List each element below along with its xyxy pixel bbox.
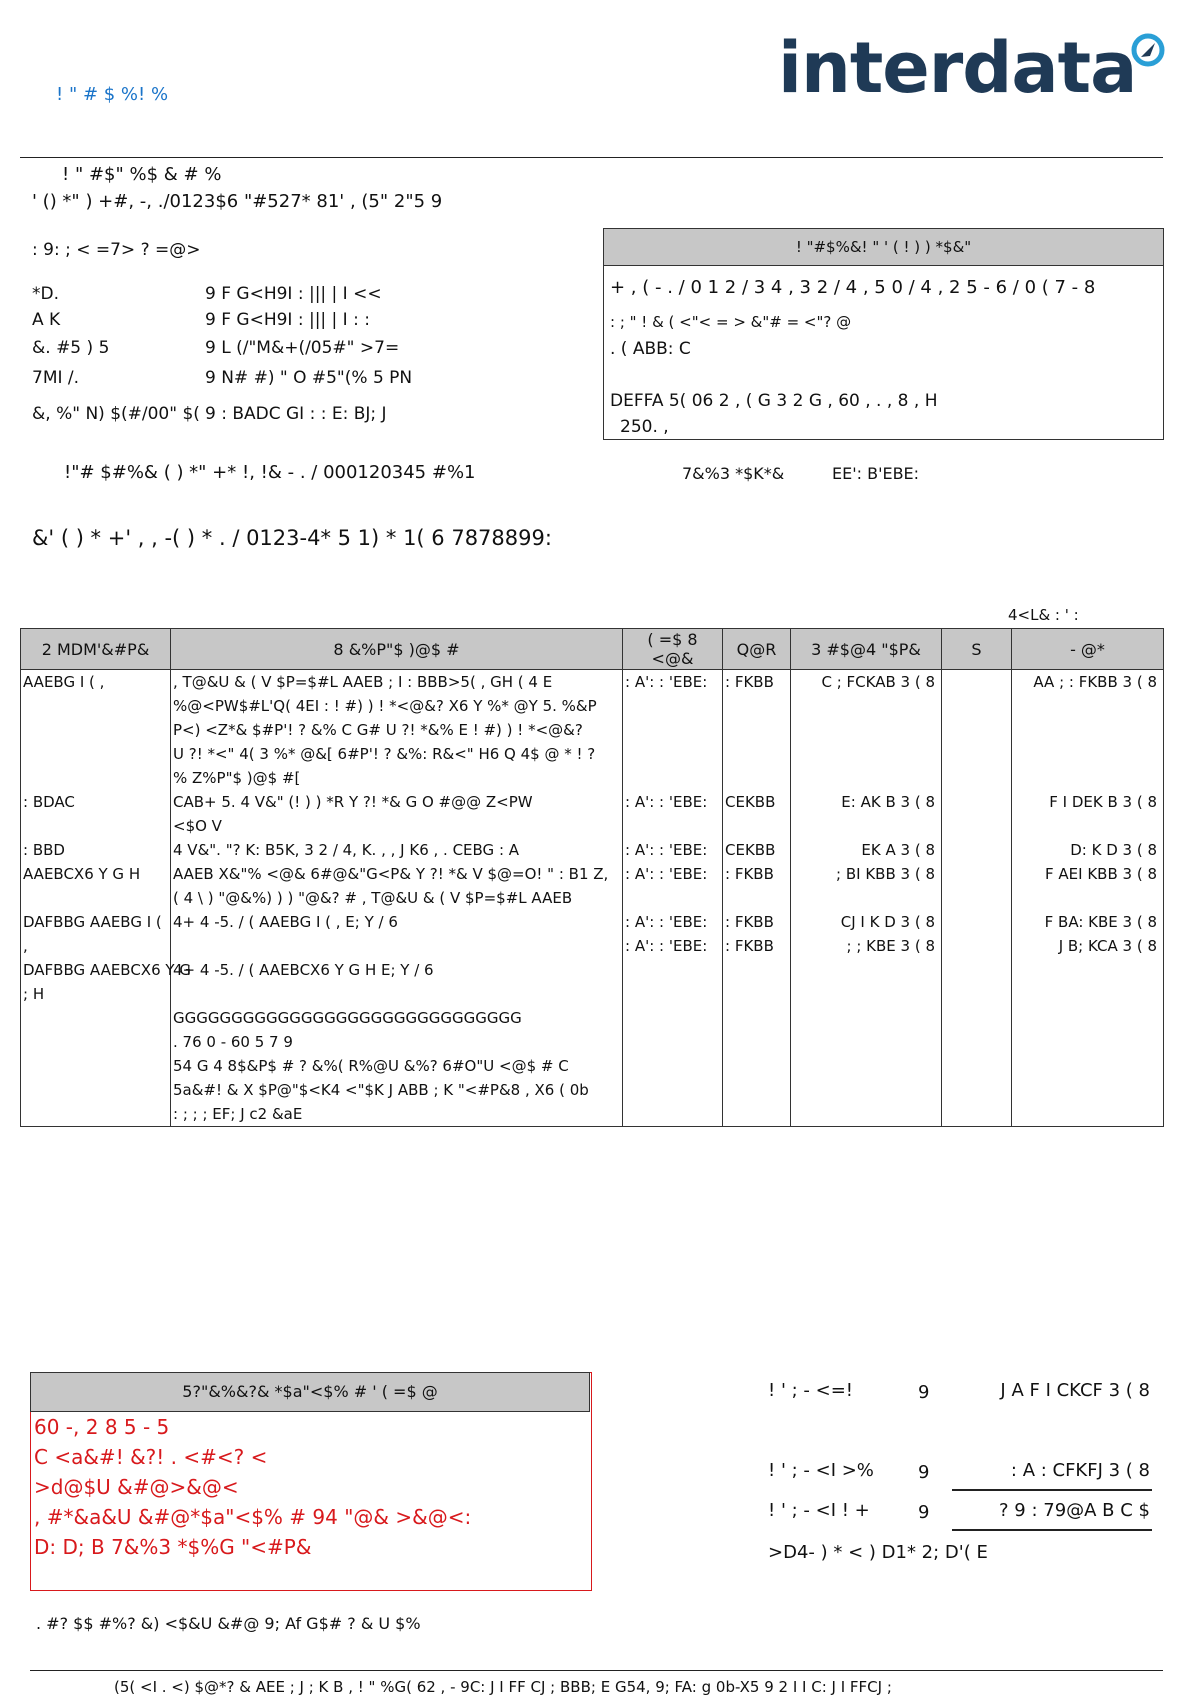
description-line: U ?! *<" 4( 3 %* @&[ 6#P'! ? &%: R&<" H6 Q 4$ @ * ! ? [173, 745, 596, 763]
cell-description [171, 934, 623, 1006]
summary-value: ? 9 : 79@A B C $ [999, 1500, 1150, 1521]
address-line-1: ! " #$" %$ & # % [62, 164, 222, 185]
cell-total: D: K D 3 ( 8 [1012, 838, 1164, 862]
cell-s [942, 910, 1012, 934]
notice-line: D: D; B 7&%3 *$%G "<#P& [34, 1535, 312, 1559]
contact-value: 9 F G<H9I : ||| | I : : [205, 310, 370, 330]
table-row [21, 670, 1164, 791]
header-divider [20, 157, 1163, 158]
cell-code [21, 790, 171, 838]
info-box-header: ! "#$%&! " ' ( ! ) ) *$&" [604, 229, 1163, 266]
cell-description [171, 862, 623, 910]
contact-value: 9 F G<H9I : ||| | I << [205, 284, 382, 304]
code-line: AAEBCX6 Y G H [23, 865, 141, 883]
cell-qty: : FKBB [723, 670, 791, 791]
code-line: DAFBBG AAEBCX6 Y G [23, 961, 191, 979]
cell-total [1012, 1006, 1164, 1127]
info-box-line: DEFFA 5( 06 2 , ( G 3 2 G , 60 , . , 8 , H [610, 391, 938, 411]
cell-unit: : A': : 'EBE: [623, 862, 723, 910]
top-left-link[interactable]: ! " # $ %! % [56, 84, 169, 105]
contact-header: : 9: ; < =7> ? =@> [32, 240, 201, 260]
cell-price: E: AK B 3 ( 8 [791, 790, 942, 838]
cell-s [942, 790, 1012, 838]
summary-label: ! ' ; - <=! [768, 1380, 853, 1401]
cell-qty: : FKBB [723, 910, 791, 934]
info-box-line: : ; " ! & ( <"< = > &"# = <"? @ [610, 313, 852, 331]
footer-text: (5( <I . <) $@*? & AEE ; J ; K B , ! " %G( 62 , - 9C: J I FF CJ ; BBB; E G54, 9; FA: g 0b-X5 9 2 I I C: J I FFCJ ; [114, 1678, 892, 1696]
contact-label: 7MI /. [32, 368, 80, 388]
notice-box-header: 5?"&%&?& *$a"<$% # ' ( =$ @ [30, 1372, 590, 1412]
page-number: 4<L& : ' : [1008, 606, 1079, 624]
column-header: S [942, 629, 1012, 670]
cell-price: C ; FCKAB 3 ( 8 [791, 670, 942, 791]
summary-underline [952, 1489, 1152, 1491]
notice-line: 60 -, 2 8 5 - 5 [34, 1415, 170, 1439]
table-row [21, 790, 1164, 838]
cell-total: F BA: KBE 3 ( 8 [1012, 910, 1164, 934]
cell-unit: : A': : 'EBE: [623, 910, 723, 934]
invoice-date-value: EE': B'EBE: [832, 464, 920, 483]
cell-code [21, 910, 171, 934]
code-line: : BBD [23, 841, 65, 859]
footer-divider [30, 1670, 1163, 1671]
description-line: 4+ 4 -5. / ( AAEBG I ( , E; Y / 6 [173, 913, 398, 931]
cell-total: AA ; : FKBB 3 ( 8 [1012, 670, 1164, 791]
code-line: : BDAC [23, 793, 75, 811]
description-line: %@<PW$#L'Q( 4EI : ! #) ) ! *<@&? X6 Y %* @Y 5. %&P [173, 697, 597, 715]
cell-description [171, 790, 623, 838]
items-table [20, 628, 1164, 1127]
contact-label: A K [32, 310, 61, 330]
column-header: 3 #$@4 "$P& [791, 629, 942, 670]
cell-unit: : A': : 'EBE: [623, 934, 723, 1006]
summary-value: J A F I CKCF 3 ( 8 [1000, 1380, 1150, 1401]
cell-s [942, 934, 1012, 1006]
info-box-line: + , ( - . / 0 1 2 / 3 4 , 3 2 / 4 , 5 0 / 4 , 2 5 - 6 / 0 ( 7 - 8 [610, 277, 1096, 298]
cell-unit: : A': : 'EBE: [623, 838, 723, 862]
description-line [173, 934, 620, 958]
table-row [21, 862, 1164, 910]
svg-text:interdata: interdata [778, 27, 1137, 109]
notice-line: C <a&#! &?! . <#<? < [34, 1445, 268, 1469]
cell-s [942, 670, 1012, 791]
description-line: 4 V&". "? K: B5K, 3 2 / 4, K. , , J K6 , . CEBG : A [173, 841, 520, 859]
cell-price: ; BI KBB 3 ( 8 [791, 862, 942, 910]
description-line: 5a&#! & X $P@"$<K4 <"$K J ABB ; K "<#P&8 , X6 ( 0b [173, 1081, 589, 1099]
description-line: CAB+ 5. 4 V&" (! ) ) *R Y ?! *& G O #@@ Z<PW [173, 793, 533, 811]
description-line: 54 G 4 8$&P$ # ? &%( R%@U &%? 6#O"U <@$ # C [173, 1057, 569, 1075]
description-line: . 76 0 - 60 5 7 9 [173, 1033, 293, 1051]
cell-price [791, 1006, 942, 1127]
cell-s [942, 1006, 1012, 1127]
table-row [21, 838, 1164, 862]
code-line: , [23, 937, 28, 955]
cell-s [942, 862, 1012, 910]
cell-qty: CEKBB [723, 790, 791, 838]
cell-qty: CEKBB [723, 838, 791, 862]
column-header: - @* [1012, 629, 1164, 670]
cell-unit [623, 1006, 723, 1127]
contact-value: 9 : BADC GI : : E: BJ; J [205, 404, 387, 424]
summary-value: : A : CFKFJ 3 ( 8 [1010, 1460, 1150, 1481]
logo-graphic [778, 28, 1168, 108]
column-header: Q@R [723, 629, 791, 670]
notice-line: , #*&a&U &#@*$a"<$% # 94 "@& >&@<: [34, 1505, 472, 1529]
table-row [21, 910, 1164, 934]
address-line-2: ' () *" ) +#, -, ./0123$6 "#527* 81' , (5" 2"5 9 [32, 191, 443, 212]
company-logo [778, 28, 1168, 108]
table-header-row [21, 629, 1164, 670]
cell-price: ; ; KBE 3 ( 8 [791, 934, 942, 1006]
info-box-line: . ( ABB: C [610, 339, 691, 359]
contact-value: 9 N# #) " O #5"(% 5 PN [205, 368, 413, 388]
description-line: AAEB X&"% <@& 6#@&"G<P& Y ?! *& V $@=O! " : B1 Z, [173, 865, 609, 883]
cell-total: F I DEK B 3 ( 8 [1012, 790, 1164, 838]
description-line: GGGGGGGGGGGGGGGGGGGGGGGGGGGGGG [173, 1009, 522, 1027]
cell-s [942, 838, 1012, 862]
contact-label: &, %" N) $(#/00" $( [32, 404, 200, 424]
code-line: AAEBG I ( , [23, 673, 105, 691]
cell-description [171, 910, 623, 934]
cell-total: F AEI KBB 3 ( 8 [1012, 862, 1164, 910]
description-line: , T@&U & ( V $P=$#L AAEB ; I : BBB>5( , GH ( 4 E [173, 673, 553, 691]
table-row [21, 934, 1164, 1006]
summary-note: >D4- ) * < ) D1* 2; D'( E [768, 1542, 988, 1563]
cell-price: EK A 3 ( 8 [791, 838, 942, 862]
document-title: &' ( ) * +' , , -( ) * . / 0123-4* 5 1) * 1( 6 7878899: [32, 526, 552, 550]
cell-code [21, 1006, 171, 1127]
invoice-date-label: 7&%3 *$K*& [682, 464, 785, 483]
notice-line: >d@$U &#@>&@< [34, 1475, 239, 1499]
description-line: 4+ 4 -5. / ( AAEBCX6 Y G H E; Y / 6 [173, 961, 434, 979]
invoice-number: !"# $#%& ( ) *" +* !, !& - . / 000120345 #%1 [64, 462, 476, 483]
table-row [21, 1006, 1164, 1127]
cell-unit: : A': : 'EBE: [623, 790, 723, 838]
column-header: ( =$ 8 <@& [623, 629, 723, 670]
cell-description [171, 838, 623, 862]
code-line: ; H [23, 985, 45, 1003]
description-line: ( 4 \ ) "@&%) ) ) "@&? # , T@&U & ( V $P=$#L AAEB [173, 889, 573, 907]
summary-underline [952, 1529, 1152, 1531]
cell-price: CJ I K D 3 ( 8 [791, 910, 942, 934]
logo-word-inter: inte [778, 27, 929, 109]
code-line: DAFBBG AAEBG I ( [23, 913, 162, 931]
summary-colon: 9 [918, 1382, 930, 1403]
cell-description [171, 1006, 623, 1127]
description-line: <$O V [173, 817, 222, 835]
cell-code [21, 934, 191, 1006]
info-box [603, 228, 1164, 440]
cell-qty: : FKBB [723, 862, 791, 910]
cell-qty [723, 1006, 791, 1127]
summary-colon: 9 [918, 1502, 930, 1523]
contact-label: *D. [32, 284, 59, 304]
bottom-note: . #? $$ #%? &) <$&U &#@ 9; Af G$# ? & U $% [36, 1614, 421, 1633]
cell-unit: : A': : 'EBE: [623, 670, 723, 791]
summary-colon: 9 [918, 1462, 930, 1483]
summary-label: ! ' ; - <I >% [768, 1460, 874, 1481]
cell-code [21, 838, 171, 862]
summary-label: ! ' ; - <I ! + [768, 1500, 870, 1521]
description-line: P<) <Z*& $#P'! ? &% C G# U ?! *&% E ! #) ) ! *<@&? [173, 721, 583, 739]
info-box-line: 250. , [620, 417, 669, 437]
cell-qty: : FKBB [723, 934, 791, 1006]
column-header: 8 &%P"$ )@$ # [171, 629, 623, 670]
contact-label: &. #5 ) 5 [32, 338, 110, 358]
cell-code [21, 862, 171, 910]
cell-description [171, 670, 623, 791]
description-line: : ; ; ; EF; J c2 &aE [173, 1105, 303, 1123]
column-header: 2 MDM'&#P& [21, 629, 171, 670]
cell-code [21, 670, 171, 791]
description-line: % Z%P"$ )@$ #[ [173, 769, 301, 787]
cell-total: J B; KCA 3 ( 8 [1012, 934, 1164, 1006]
contact-value: 9 L (/"M&+(/05#" >7= [205, 338, 400, 358]
